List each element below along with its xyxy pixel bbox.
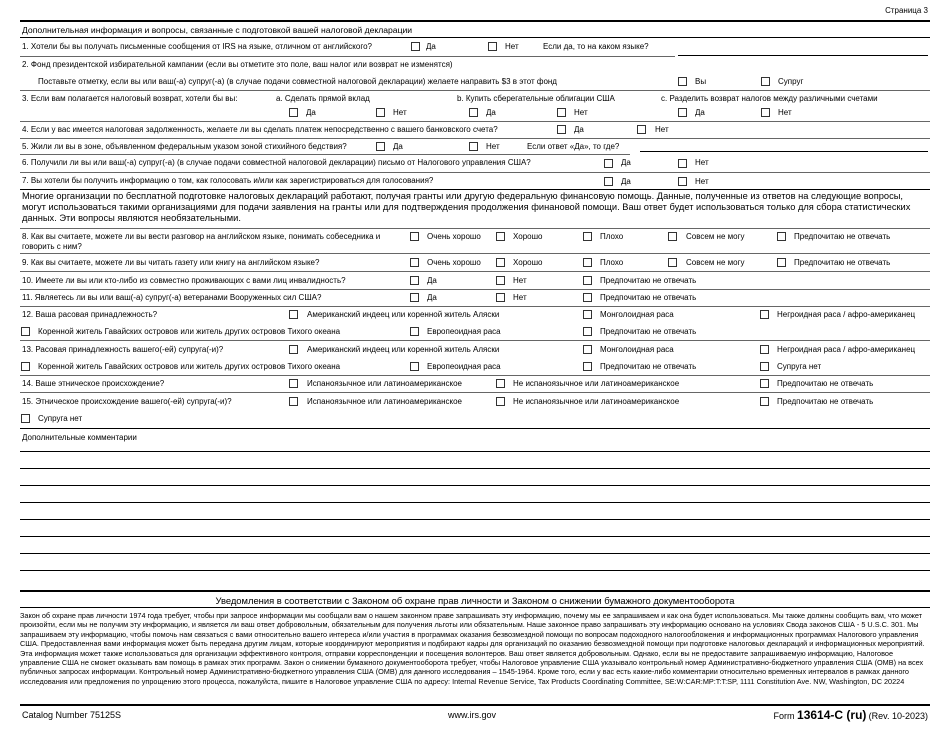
question-8: 8. Как вы считаете, можете ли вы вести разговор на английском языке, понимать собеседника и говорить с ним? (22, 232, 381, 251)
q15-prefer-not-label: Предпочитаю не отвечать (777, 397, 874, 406)
q13-white-label: Европеоидная раса (427, 362, 501, 371)
q3a-yes-label: Да (306, 108, 316, 117)
q10-no-checkbox[interactable] (496, 276, 505, 285)
row-rule (20, 253, 930, 254)
q1-yes-label: Да (426, 42, 436, 51)
comment-line[interactable] (20, 519, 930, 520)
q5-no-checkbox[interactable] (469, 142, 478, 151)
q8-prefer-not-checkbox[interactable] (777, 232, 786, 241)
q14-not-hispanic-label: Не испаноязычное или латиноамериканское (513, 379, 680, 388)
q12-prefer-not-label: Предпочитаю не отвечать (600, 327, 697, 336)
q5-where-field[interactable] (640, 151, 928, 152)
q6-no-checkbox[interactable] (678, 159, 687, 168)
question-12: 12. Ваша расовая принадлежность? (22, 310, 158, 319)
section-title: Дополнительная информация и вопросы, связанные с подготовкой вашей налоговой декларации (22, 25, 413, 35)
q3b-yes-label: Да (486, 108, 496, 117)
q1-language-field[interactable] (678, 55, 928, 56)
q7-yes-checkbox[interactable] (604, 177, 613, 186)
statistics-intro: Многие организации по бесплатной подготовке налоговых деклараций работают, получая гранты или другую федеральную финансовую помощь. Данные, полученные из ответов на следующие вопросы, могут использоваться такими организациями для подачи заявления на гранты или для подтверждения продолжения финановой помощи. Ваш ответ будет использоваться только для сбора статистических данных. Эти вопросы являются необязательными. (22, 191, 911, 224)
form-id (774, 708, 928, 722)
row-rule (20, 228, 930, 229)
catalog-number: Catalog Number 75125S (22, 710, 122, 720)
q11-no-checkbox[interactable] (496, 293, 505, 302)
q13-native-american-label: Американский индеец или коренной житель Аляски (307, 345, 500, 354)
q13-prefer-not-checkbox[interactable] (583, 362, 592, 371)
q3c-no-label: Нет (778, 108, 792, 117)
row-rule (20, 306, 930, 307)
comment-line[interactable] (20, 553, 930, 554)
q2-spouse-label: Супруг (778, 77, 804, 86)
q13-black-label: Негроидная раса / афро-американец (777, 345, 916, 354)
q14-prefer-not-checkbox[interactable] (760, 379, 769, 388)
q5-no-label: Нет (486, 142, 500, 151)
question-14: 14. Ваше этническое происхождение? (22, 379, 165, 388)
comment-line[interactable] (20, 570, 930, 571)
q11-prefer-not-label: Предпочитаю не отвечать (600, 293, 697, 302)
question-3: 3. Если вам полагается налоговый возврат, хотели бы вы: (22, 94, 238, 103)
comment-line[interactable] (20, 485, 930, 486)
q12-asian-label: Монголоидная раса (600, 310, 674, 319)
q15-not-hispanic-checkbox[interactable] (496, 397, 505, 406)
q3-option-b: b. Купить сберегательные облигации США (457, 94, 615, 103)
q3c-yes-label: Да (695, 108, 705, 117)
q4-no-checkbox[interactable] (637, 125, 646, 134)
q13-prefer-not-label: Предпочитаю не отвечать (600, 362, 697, 371)
q1-language-label: Если да, то на каком языке? (543, 42, 649, 51)
q14-prefer-not-label: Предпочитаю не отвечать (777, 379, 874, 388)
q15-hispanic-label: Испаноязычное или латиноамериканское (307, 397, 462, 406)
q9-prefer-not-label: Предпочитаю не отвечать (794, 258, 891, 267)
form-revision: (Rev. 10-2023) (868, 711, 928, 721)
q13-asian-checkbox[interactable] (583, 345, 592, 354)
q10-prefer-not-checkbox[interactable] (583, 276, 592, 285)
privacy-text: Закон об охране прав личности 1974 года требует, чтобы при запросе информации мы сообщали вам о нашем законном праве запрашивать эту информацию, почему мы ее запрашиваем и как она будет использоваться. Мы также должны сообщить вам, что может произойти, если мы не получим эту информацию, и является ли ваш ответ добровольным, обязательным для получения льготы или обязательным. Наше законное право запрашивать эту информацию основано на условиях Свода законов США - 5 U.S.C. 301. Мы запрашиваем эту информацию, чтобы помочь нам связаться с вами относительно вашего интереса и/или участия в программах оказания безвозмездной помощи по вопросам подоходного налогообложения и информационных программах Налогового управления США. Предоставленная вами информация может быть передана другим лицам, которые координируют мероприятия и подбирают кадры для организаций по оказанию безвозмездной помощи при подготовке налоговых деклараций и информационных мероприятий. Эта информация может также использоваться для организации эффективного контроля, отправки корреспонденции и посещения волонтеров. Ваш ответ является добровольным. Однако, если вы не предоставите запрашиваемую информацию, Налоговое управление США не сможет оказывать вам помощь в рамках этих программ. Закон о снижении бумажного документооборота требует, чтобы Налоговое управление США указывало контрольный номер Административно-бюджетного управления США (OMB) на всех публичных запросах информации. Контрольный номер Административно-бюджетного управления США (OMB) для данного исследования – 1545-1964. Кроме того, если у вас есть какие-либо комментарии относительно временных интервалов в рамках данного исследования или предложения по упрощению этого процесса, пожалуйста, пишите в Налоговое управление США по адресу: Internal Revenue Service, Tax Products Coordinating Committee, SE:W:CAR:MP:T:T:SP, 1111 Constitution Ave. NW, Washington, DC 20224 (20, 611, 925, 686)
q3a-no-label: Нет (393, 108, 407, 117)
row-rule (20, 289, 930, 290)
q7-no-checkbox[interactable] (678, 177, 687, 186)
q11-yes-checkbox[interactable] (410, 293, 419, 302)
q6-yes-label: Да (621, 158, 631, 167)
q12-black-checkbox[interactable] (760, 310, 769, 319)
q13-asian-label: Монголоидная раса (600, 345, 674, 354)
q3c-no-checkbox[interactable] (761, 108, 770, 117)
q12-pacific-islander-checkbox[interactable] (21, 327, 30, 336)
q8-not-at-all-checkbox[interactable] (668, 232, 677, 241)
q9-very-good-checkbox[interactable] (410, 258, 419, 267)
q9-very-good-label: Очень хорошо (427, 258, 481, 267)
q8-very-good-checkbox[interactable] (410, 232, 419, 241)
q13-no-spouse-checkbox[interactable] (760, 362, 769, 371)
row-rule (20, 189, 930, 190)
form-number: 13614-C (ru) (797, 708, 867, 722)
comments-label: Дополнительные комментарии (22, 433, 137, 442)
question-7: 7. Вы хотели бы получить информацию о том, как голосовать и/или как зарегистрироваться для голосования? (22, 176, 434, 185)
q10-yes-checkbox[interactable] (410, 276, 419, 285)
q2-you-checkbox[interactable] (678, 77, 687, 86)
q14-not-hispanic-checkbox[interactable] (496, 379, 505, 388)
row-rule (20, 392, 930, 393)
q10-yes-label: Да (427, 276, 437, 285)
question-4: 4. Если у вас имеется налоговая задолженность, желаете ли вы сделать платеж непосредственно с вашего банковского счета? (22, 125, 498, 134)
section-rule (20, 428, 930, 429)
comment-line[interactable] (20, 536, 930, 537)
q15-no-spouse-checkbox[interactable] (21, 414, 30, 423)
q9-prefer-not-checkbox[interactable] (777, 258, 786, 267)
q12-prefer-not-checkbox[interactable] (583, 327, 592, 336)
question-13: 13. Расовая принадлежность вашего(-ей) супруга(-и)? (22, 345, 224, 354)
question-6: 6. Получили ли вы или ваш(-а) супруг(-а) (в случае подачи совместной налоговой декларации) письмо от Налогового управления США? (22, 158, 531, 167)
q3c-yes-checkbox[interactable] (678, 108, 687, 117)
q13-pacific-islander-label: Коренной житель Гавайских островов или житель других островов Тихого океана (38, 362, 341, 371)
q10-no-label: Нет (513, 276, 527, 285)
question-2-sub: Поставьте отметку, если вы или ваш(-а) супруг(-а) (в случае подачи совместной налоговой декларации) желаете направить $3 в этот фонд (38, 77, 557, 86)
q3-option-c: c. Разделить возврат налогов между различными счетами (661, 94, 878, 103)
q1-no-label: Нет (505, 42, 519, 51)
row-rule (20, 56, 675, 57)
q9-poor-checkbox[interactable] (583, 258, 592, 267)
q8-good-label: Хорошо (513, 232, 543, 241)
q10-prefer-not-label: Предпочитаю не отвечать (600, 276, 697, 285)
q2-you-label: Вы (695, 77, 707, 86)
q1-yes-checkbox[interactable] (411, 42, 420, 51)
row-rule (20, 154, 630, 155)
q13-native-american-checkbox[interactable] (289, 345, 298, 354)
q13-white-checkbox[interactable] (410, 362, 419, 371)
q14-hispanic-label: Испаноязычное или латиноамериканское (307, 379, 462, 388)
q4-yes-checkbox[interactable] (557, 125, 566, 134)
row-rule (20, 340, 930, 341)
section-rule (20, 590, 930, 592)
section-rule (20, 37, 930, 38)
q1-no-checkbox[interactable] (488, 42, 497, 51)
q9-not-at-all-label: Совсем не могу (686, 258, 745, 267)
q3-option-a: a. Сделать прямой вклад (276, 94, 370, 103)
q9-good-label: Хорошо (513, 258, 543, 267)
comment-line[interactable] (20, 451, 930, 452)
q5-where-label: Если ответ «Да», то где? (527, 142, 620, 151)
q12-black-label: Негроидная раса / афро-американец (777, 310, 916, 319)
question-15: 15. Этническое происхождение вашего(-ей) супруга(-и)? (22, 397, 232, 406)
row-rule (20, 375, 930, 376)
page-number: Страница 3 (885, 6, 928, 15)
top-rule (20, 20, 930, 22)
q15-prefer-not-checkbox[interactable] (760, 397, 769, 406)
q3a-no-checkbox[interactable] (376, 108, 385, 117)
q5-yes-label: Да (393, 142, 403, 151)
row-rule (20, 90, 930, 91)
comment-line[interactable] (20, 502, 930, 503)
q14-hispanic-checkbox[interactable] (289, 379, 298, 388)
question-5: 5. Жили ли вы в зоне, объявленном федеральным указом зоной стихийного бедствия? (22, 142, 347, 151)
q3b-no-checkbox[interactable] (557, 108, 566, 117)
q12-white-label: Европеоидная раса (427, 327, 501, 336)
privacy-title: Уведомления в соответствии с Законом об охране прав личности и Законом о снижении бумажного документооборота (215, 595, 735, 606)
form-prefix: Form (773, 711, 798, 721)
q8-good-checkbox[interactable] (496, 232, 505, 241)
question-2: 2. Фонд президентской избирательной кампании (если вы отметите это поле, ваш налог или возврат не изменятся) (22, 60, 453, 69)
q7-yes-label: Да (621, 177, 631, 186)
q5-yes-checkbox[interactable] (376, 142, 385, 151)
q12-pacific-islander-label: Коренной житель Гавайских островов или житель других островов Тихого океана (38, 327, 341, 336)
q11-yes-label: Да (427, 293, 437, 302)
q15-no-spouse-label: Супруга нет (38, 414, 83, 423)
q3b-yes-checkbox[interactable] (469, 108, 478, 117)
q12-native-american-label: Американский индеец или коренной житель Аляски (307, 310, 500, 319)
q11-prefer-not-checkbox[interactable] (583, 293, 592, 302)
row-rule (20, 138, 930, 139)
q2-spouse-checkbox[interactable] (761, 77, 770, 86)
question-10: 10. Имеете ли вы или кто-либо из совместно проживающих с вами лиц инвалидность? (22, 276, 346, 285)
q13-black-checkbox[interactable] (760, 345, 769, 354)
q6-yes-checkbox[interactable] (604, 159, 613, 168)
q12-asian-checkbox[interactable] (583, 310, 592, 319)
row-rule (20, 271, 930, 272)
q3b-no-label: Нет (574, 108, 588, 117)
q8-not-at-all-label: Совсем не могу (686, 232, 745, 241)
q12-native-american-checkbox[interactable] (289, 310, 298, 319)
q4-yes-label: Да (574, 125, 584, 134)
section-rule (20, 607, 930, 608)
q13-no-spouse-label: Супруга нет (777, 362, 822, 371)
row-rule (20, 172, 930, 173)
q6-no-label: Нет (695, 158, 709, 167)
q8-poor-label: Плохо (600, 232, 624, 241)
footer-rule (20, 704, 930, 706)
q13-pacific-islander-checkbox[interactable] (21, 362, 30, 371)
q12-white-checkbox[interactable] (410, 327, 419, 336)
q15-hispanic-checkbox[interactable] (289, 397, 298, 406)
question-11: 11. Являетесь ли вы или ваш(-а) супруг(-а) ветеранами Вооруженных сил США? (22, 293, 322, 302)
q9-not-at-all-checkbox[interactable] (668, 258, 677, 267)
q9-poor-label: Плохо (600, 258, 624, 267)
q7-no-label: Нет (695, 177, 709, 186)
q11-no-label: Нет (513, 293, 527, 302)
q3a-yes-checkbox[interactable] (289, 108, 298, 117)
q8-very-good-label: Очень хорошо (427, 232, 481, 241)
q8-poor-checkbox[interactable] (583, 232, 592, 241)
q9-good-checkbox[interactable] (496, 258, 505, 267)
comment-line[interactable] (20, 468, 930, 469)
q4-no-label: Нет (655, 125, 669, 134)
row-rule (20, 121, 930, 122)
q15-not-hispanic-label: Не испаноязычное или латиноамериканское (513, 397, 680, 406)
q8-prefer-not-label: Предпочитаю не отвечать (794, 232, 891, 241)
question-1: 1. Хотели бы вы получать письменные сообщения от IRS на языке, отличном от английского? (22, 42, 372, 51)
irs-website: www.irs.gov (448, 710, 497, 720)
question-9: 9. Как вы считаете, можете ли вы читать газету или книгу на английском языке? (22, 258, 320, 267)
